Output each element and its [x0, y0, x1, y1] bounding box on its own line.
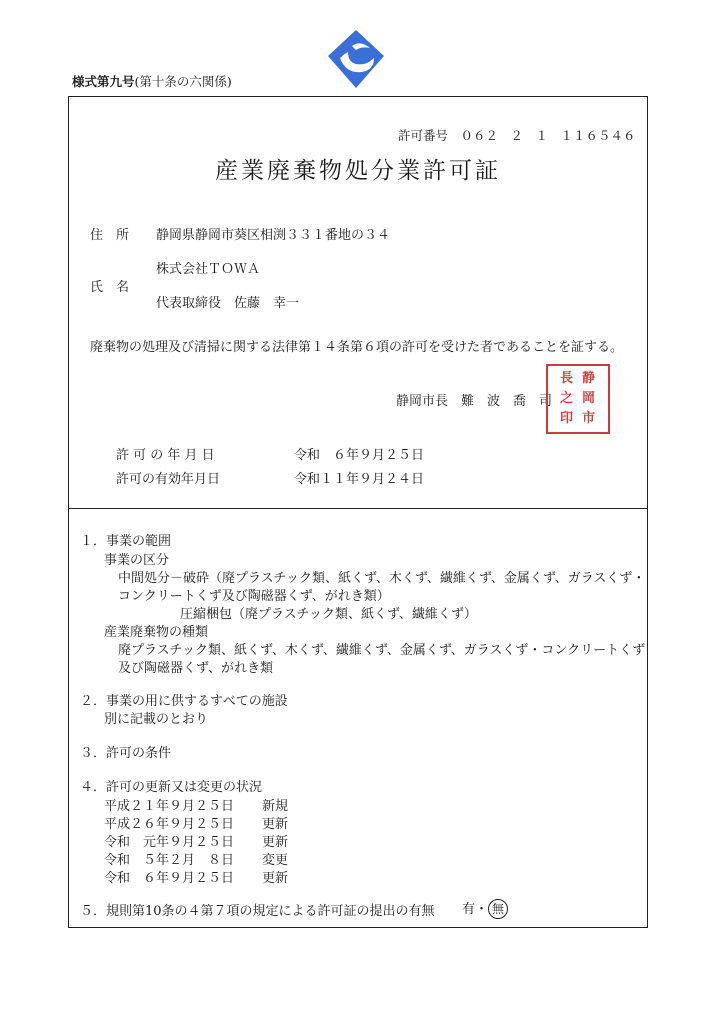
- mayor-name: 静岡市長 難 波 喬 司: [396, 394, 553, 409]
- history-status: 更新: [262, 835, 289, 850]
- permit-number: 許可番号 ０６２ ２ １ １１６５４６: [398, 128, 636, 143]
- section4-heading: ４．許可の更新又は変更の状況: [80, 780, 263, 795]
- section5-heading: ５．規則第10条の４第７項の規定による許可証の提出の有無: [80, 904, 435, 919]
- history-status: 新規: [262, 799, 289, 814]
- seal-char: 長: [560, 371, 574, 386]
- seal-char: 市: [582, 411, 596, 426]
- address-value: 静岡県静岡市葵区相渕３３１番地の３４: [156, 228, 391, 243]
- seal-char: 岡: [582, 391, 596, 406]
- section1-types-line1: 廃プラスチック類、紙くず、木くず、繊維くず、金属くず、ガラスくず・コンクリートくず: [118, 643, 646, 658]
- certification-text: 廃棄物の処理及び清掃に関する法律第１４条第６項の許可を受けた者であることを証する。: [90, 340, 624, 355]
- history-status: 変更: [262, 853, 289, 868]
- section1-line1: 中間処分－破砕（廃プラスチック類、紙くず、木くず、繊維くず、金属くず、ガラスくず・: [118, 571, 646, 586]
- history-date: 平成２１年９月２５日: [104, 799, 235, 814]
- seal-char: 印: [560, 411, 574, 426]
- representative-name: 代表取締役 佐藤 幸一: [156, 296, 300, 311]
- history-date: 平成２６年９月２５日: [104, 817, 235, 832]
- section3-heading: ３．許可の条件: [80, 746, 172, 761]
- section1-line2: コンクリートくず及び陶磁器くず、がれき類）: [118, 589, 390, 604]
- section1-types-line2: 及び陶磁器くず、がれき類: [118, 661, 273, 676]
- section2-heading: ２．事業の用に供するすべての施設: [80, 694, 288, 709]
- expiry-date-value: 令和１１年９月２４日: [294, 472, 425, 487]
- section1-types-heading: 産業廃棄物の種類: [104, 625, 209, 640]
- history-date: 令和 ６年９月２５日: [104, 871, 235, 886]
- seal-char: 之: [560, 391, 574, 406]
- section2-body: 別に記載のとおり: [104, 712, 209, 727]
- history-status: 更新: [262, 817, 289, 832]
- section1-subheading: 事業の区分: [104, 553, 170, 568]
- permit-date-value: 令和 ６年９月２５日: [294, 448, 425, 463]
- choice-separator: ・: [475, 902, 489, 917]
- page-title: 産業廃棄物処分業許可証: [215, 158, 501, 184]
- section1-heading: １．事業の範囲: [80, 534, 172, 549]
- choice-yes: 有: [462, 902, 476, 917]
- form-label-main: 様式第九号: [72, 74, 135, 89]
- official-seal: [546, 364, 610, 434]
- submission-choice: [462, 898, 508, 919]
- history-date: 令和 ５年２月 ８日: [104, 853, 235, 868]
- address-label: 住 所: [90, 228, 130, 243]
- form-label-sub: (第十条の六関係): [134, 74, 232, 89]
- company-name: 株式会社ＴＯＷＡ: [156, 262, 261, 277]
- history-status: 更新: [262, 871, 289, 886]
- shizuoka-city-emblem-icon: [326, 28, 386, 90]
- name-label: 氏 名: [90, 280, 130, 295]
- permit-date-label: 許 可 の 年 月 日: [116, 448, 215, 463]
- form-label: [72, 72, 232, 90]
- seal-char: 静: [582, 371, 596, 386]
- expiry-date-label: 許可の有効年月日: [116, 472, 221, 487]
- section-divider: [68, 508, 648, 509]
- section1-line3: 圧縮梱包（廃プラスチック類、紙くず、繊維くず）: [180, 607, 477, 622]
- history-date: 令和 元年９月２５日: [104, 835, 235, 850]
- choice-no-circled: 無: [488, 899, 508, 919]
